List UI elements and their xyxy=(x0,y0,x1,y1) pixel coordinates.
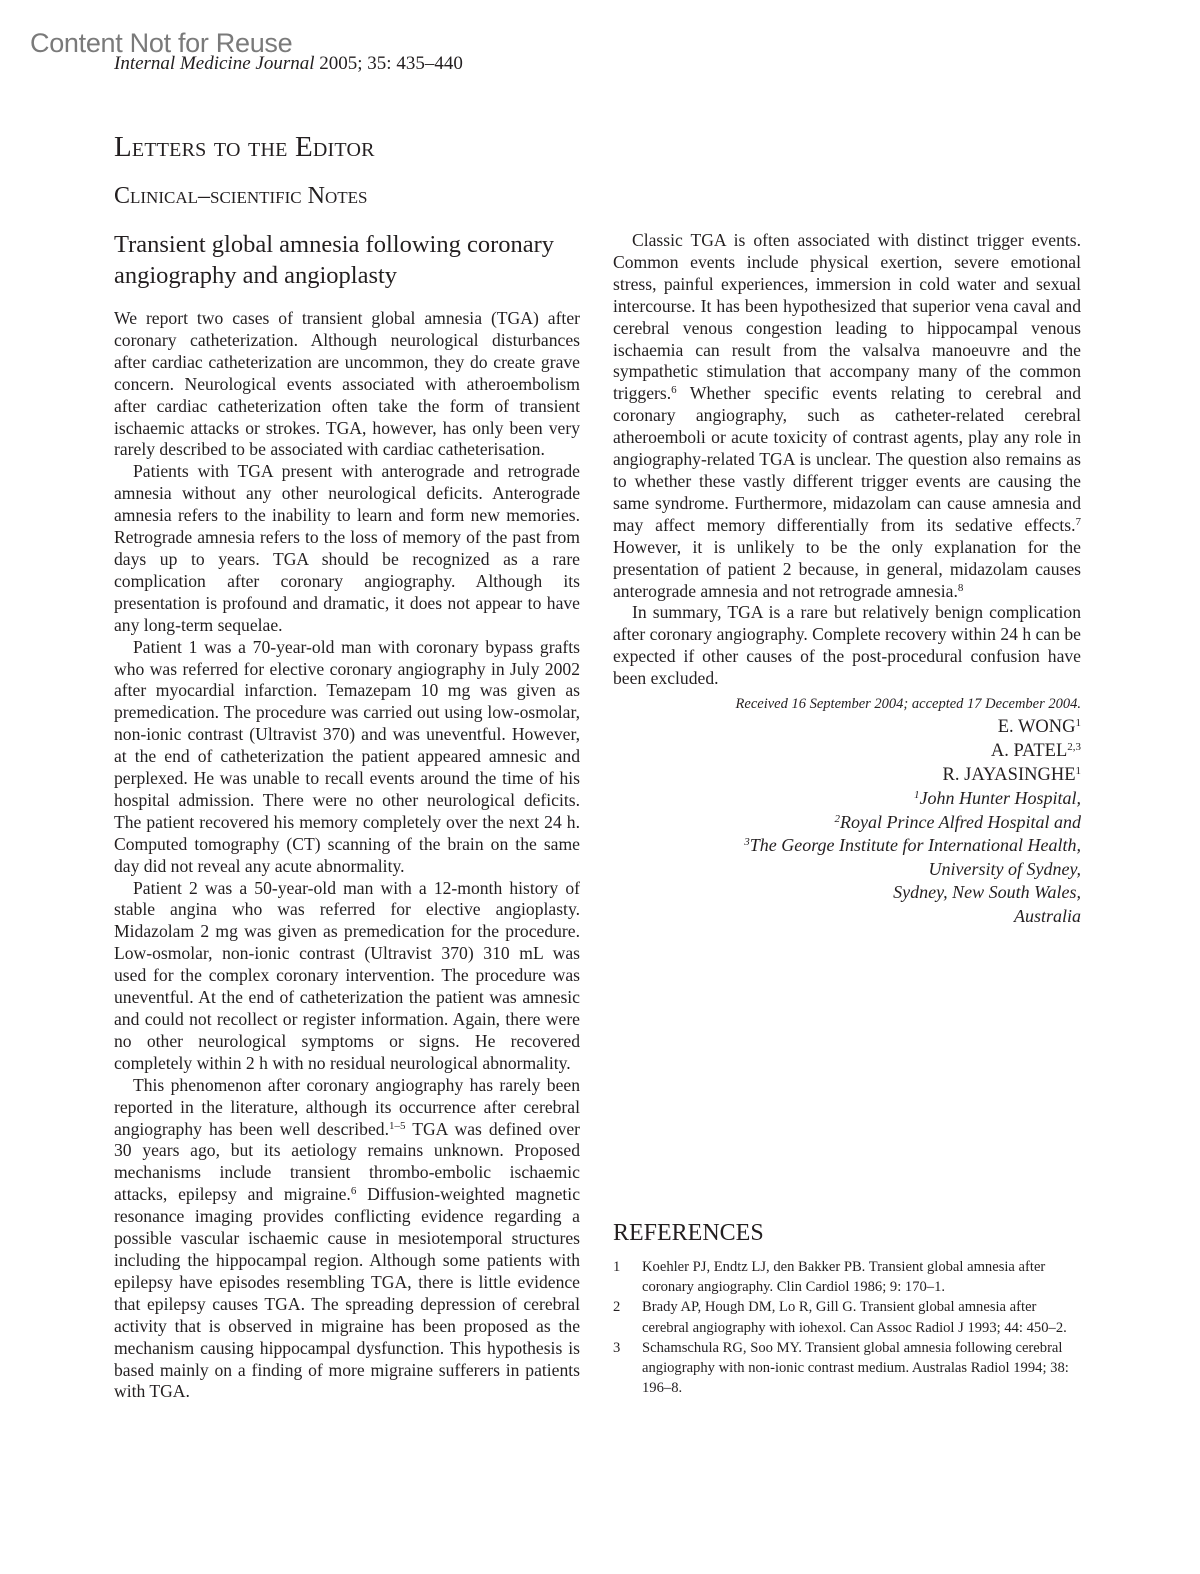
paragraph-phenomenon xyxy=(114,1075,580,1404)
reference-number: 3 xyxy=(613,1339,621,1356)
author-affil-sup: 1 xyxy=(1075,717,1081,730)
reference-item xyxy=(613,1257,1083,1297)
section-title: Letters to the Editor xyxy=(114,131,375,163)
affil-sup: 2 xyxy=(834,812,841,825)
author xyxy=(613,763,1081,787)
author-name: A. PATEL xyxy=(990,741,1068,762)
subsection-title: Clinical–scientific Notes xyxy=(114,183,368,209)
paragraph-triggers xyxy=(613,230,1081,602)
references-list xyxy=(613,1257,1083,1398)
reference-text: Schamschula RG, Soo MY. Transient global amnesia following cerebral angiography with non-ionic contrast medium. Australas Radiol 1994; 38: 196–8. xyxy=(642,1339,1069,1397)
text-segment: However, it is unlikely to be the only explanation for the presentation of patient 2 because, in general, midazolam causes anterograde amnesia and not retrograde amnesia. xyxy=(613,536,1081,601)
text-segment: TGA was defined over 30 years ago, but its aetiology remains unknown. Proposed mechanisms include transient thrombo-embolic ischaemic attacks, epilepsy and migraine. xyxy=(114,1118,580,1205)
paragraph-intro: We report two cases of transient global amnesia (TGA) after coronary catheterization. Although neurological disturbances after cardiac catheterization are uncommon, they do create grave concern. Neurological events associated with atheroembolism after cardiac catheterization often take the form of transient ischaemic attacks or strokes. TGA, however, has only been very rarely described to be associated with cardiac catheterisation. xyxy=(114,308,580,460)
author-name: R. JAYASINGHE xyxy=(942,765,1076,786)
affil-text: The George Institute for International Health, xyxy=(749,835,1081,856)
text-segment: Classic TGA is often associated with distinct trigger events. Common events include physical exertion, severe emotional stress, painful experiences, immersion in cold water and sexual intercourse. It has been hypothesized that superior vena caval and cerebral venous congestion leading to hippocampal venous ischaemia can result from the valsalva manoeuvre and the sympathetic stimulation that accompany many of the common triggers. xyxy=(613,230,1081,404)
paragraph-patient-1: Patient 1 was a 70-year-old man with coronary bypass grafts who was referred for elective coronary angiography in July 2002 after myocardial infarction. Temazepam 10 mg was given as premedication. The procedure was carried out using low-osmolar, non-ionic contrast (Ultravist 370) and was uneventful. However, at the end of catheterization the patient appeared amnesic and perplexed. He was unable to recall events around the time of his hospital admission. There were no other neurological deficits. The patient recovered his memory completely over the next 24 h. Computed tomography (CT) scanning of the brain on the same day did not reveal any acute abnormality. xyxy=(114,636,580,876)
affiliation xyxy=(613,811,1081,835)
journal-citation: 2005; 35: 435–440 xyxy=(314,53,463,74)
reference-item xyxy=(613,1297,1083,1337)
author xyxy=(613,739,1081,763)
affil-text: Royal Prince Alfred Hospital and xyxy=(840,811,1081,832)
paragraph-patient-2: Patient 2 was a 50-year-old man with a 12-month history of stable angina who was referred for elective angioplasty. Midazolam 2 mg was given as premedication for the procedure. Low-osmolar, non-ionic contrast (Ultravist 370) 310 mL was used for the complex coronary intervention. The procedure was uneventful. At the end of catheterization the patient was amnesic and could not recollect or register information. Again, there were no other neurological symptoms or signs. He recovered completely within 2 h with no residual neurological abnormality. xyxy=(114,877,580,1073)
journal-name: Internal Medicine Journal xyxy=(114,53,315,74)
affil-sup: 3 xyxy=(744,836,750,849)
citation-superscript: 1–5 xyxy=(388,1119,406,1132)
watermark: Content Not for Reuse xyxy=(30,28,293,58)
paragraph-tga-presentation: Patients with TGA present with anterograde and retrograde amnesia without any other neurological deficits. Anterograde amnesia refers to the inability to learn and form new memories. Retrograde amnesia refers to the loss of memory of the past from days up to years. TGA should be recognized as a rare complication after coronary angiography. Although its presentation is profound and dramatic, it does not appear to have any long-term sequelae. xyxy=(114,461,580,635)
affil-text: John Hunter Hospital, xyxy=(919,788,1081,809)
affiliation xyxy=(613,905,1081,929)
received-date: Received 16 September 2004; accepted 17 December 2004. xyxy=(735,696,1081,713)
author-list xyxy=(613,715,1081,787)
affiliation xyxy=(613,787,1081,811)
reference-number: 2 xyxy=(613,1299,621,1316)
affiliation xyxy=(613,858,1081,882)
affiliation xyxy=(613,881,1081,905)
author xyxy=(613,715,1081,739)
affiliation-list xyxy=(613,787,1081,928)
citation-superscript: 8 xyxy=(957,581,964,594)
text-segment: Diffusion-weighted magnetic resonance imaging provides conflicting evidence regarding a possible vascular ischaemic cause in mesiotemporal structures including the hippocampal region. Although some patients with epilepsy have episodes resembling TGA, there is little evidence that epilepsy causes TGA. The spreading depression of cerebral activity that is observed in migraine has been proposed as the mechanism causing hippocampal dysfunction. This hypothesis is based mainly on a finding of more migraine sufferers in patients with TGA. xyxy=(114,1184,580,1402)
text-segment: This phenomenon after coronary angiography has rarely been reported in the literature, although its occurrence after cerebral angiography has been well described. xyxy=(114,1074,580,1139)
citation-superscript: 6 xyxy=(350,1185,357,1198)
reference-item xyxy=(613,1338,1083,1399)
affiliation xyxy=(613,834,1081,858)
references-heading: REFERENCES xyxy=(613,1220,764,1246)
body-column-left xyxy=(114,308,580,1403)
paragraph-summary: In summary, TGA is a rare but relatively benign complication after coronary angiography. Complete recovery within 24 h can be expected if other causes of the post-procedural confusion have been excluded. xyxy=(613,602,1081,689)
reference-number: 1 xyxy=(613,1259,621,1275)
author-name: E. WONG xyxy=(997,717,1076,738)
affil-text: University of Sydney, xyxy=(928,858,1081,879)
affil-text: Sydney, New South Wales, xyxy=(893,882,1081,903)
citation-superscript: 7 xyxy=(1075,515,1081,528)
author-affil-sup: 2,3 xyxy=(1067,741,1081,754)
reference-text: Brady AP, Hough DM, Lo R, Gill G. Transient global amnesia after cerebral angiography with iohexol. Can Assoc Radiol J 1993; 44: 450–2. xyxy=(642,1299,1067,1336)
affil-text: Australia xyxy=(1013,905,1081,926)
affil-sup: 1 xyxy=(914,789,920,802)
reference-text: Koehler PJ, Endtz LJ, den Bakker PB. Transient global amnesia after coronary angiography. Clin Cardiol 1986; 9: 170–1. xyxy=(642,1259,1046,1296)
author-affil-sup: 1 xyxy=(1075,765,1081,778)
text-segment: Whether specific events relating to cerebral and coronary angiography, such as catheter-related cerebral atheroemboli or acute toxicity of contrast agents, play any role in angiography-related TGA is unclear. The question also remains as to whether these vastly different trigger events are causing the same syndrome. Furthermore, midazolam can cause amnesia and may affect memory differentially from its sedative effects. xyxy=(613,383,1081,535)
citation-superscript: 6 xyxy=(671,384,677,397)
article-title: Transient global amnesia following coronary angiography and angioplasty xyxy=(114,231,555,289)
body-column-right xyxy=(613,230,1081,928)
